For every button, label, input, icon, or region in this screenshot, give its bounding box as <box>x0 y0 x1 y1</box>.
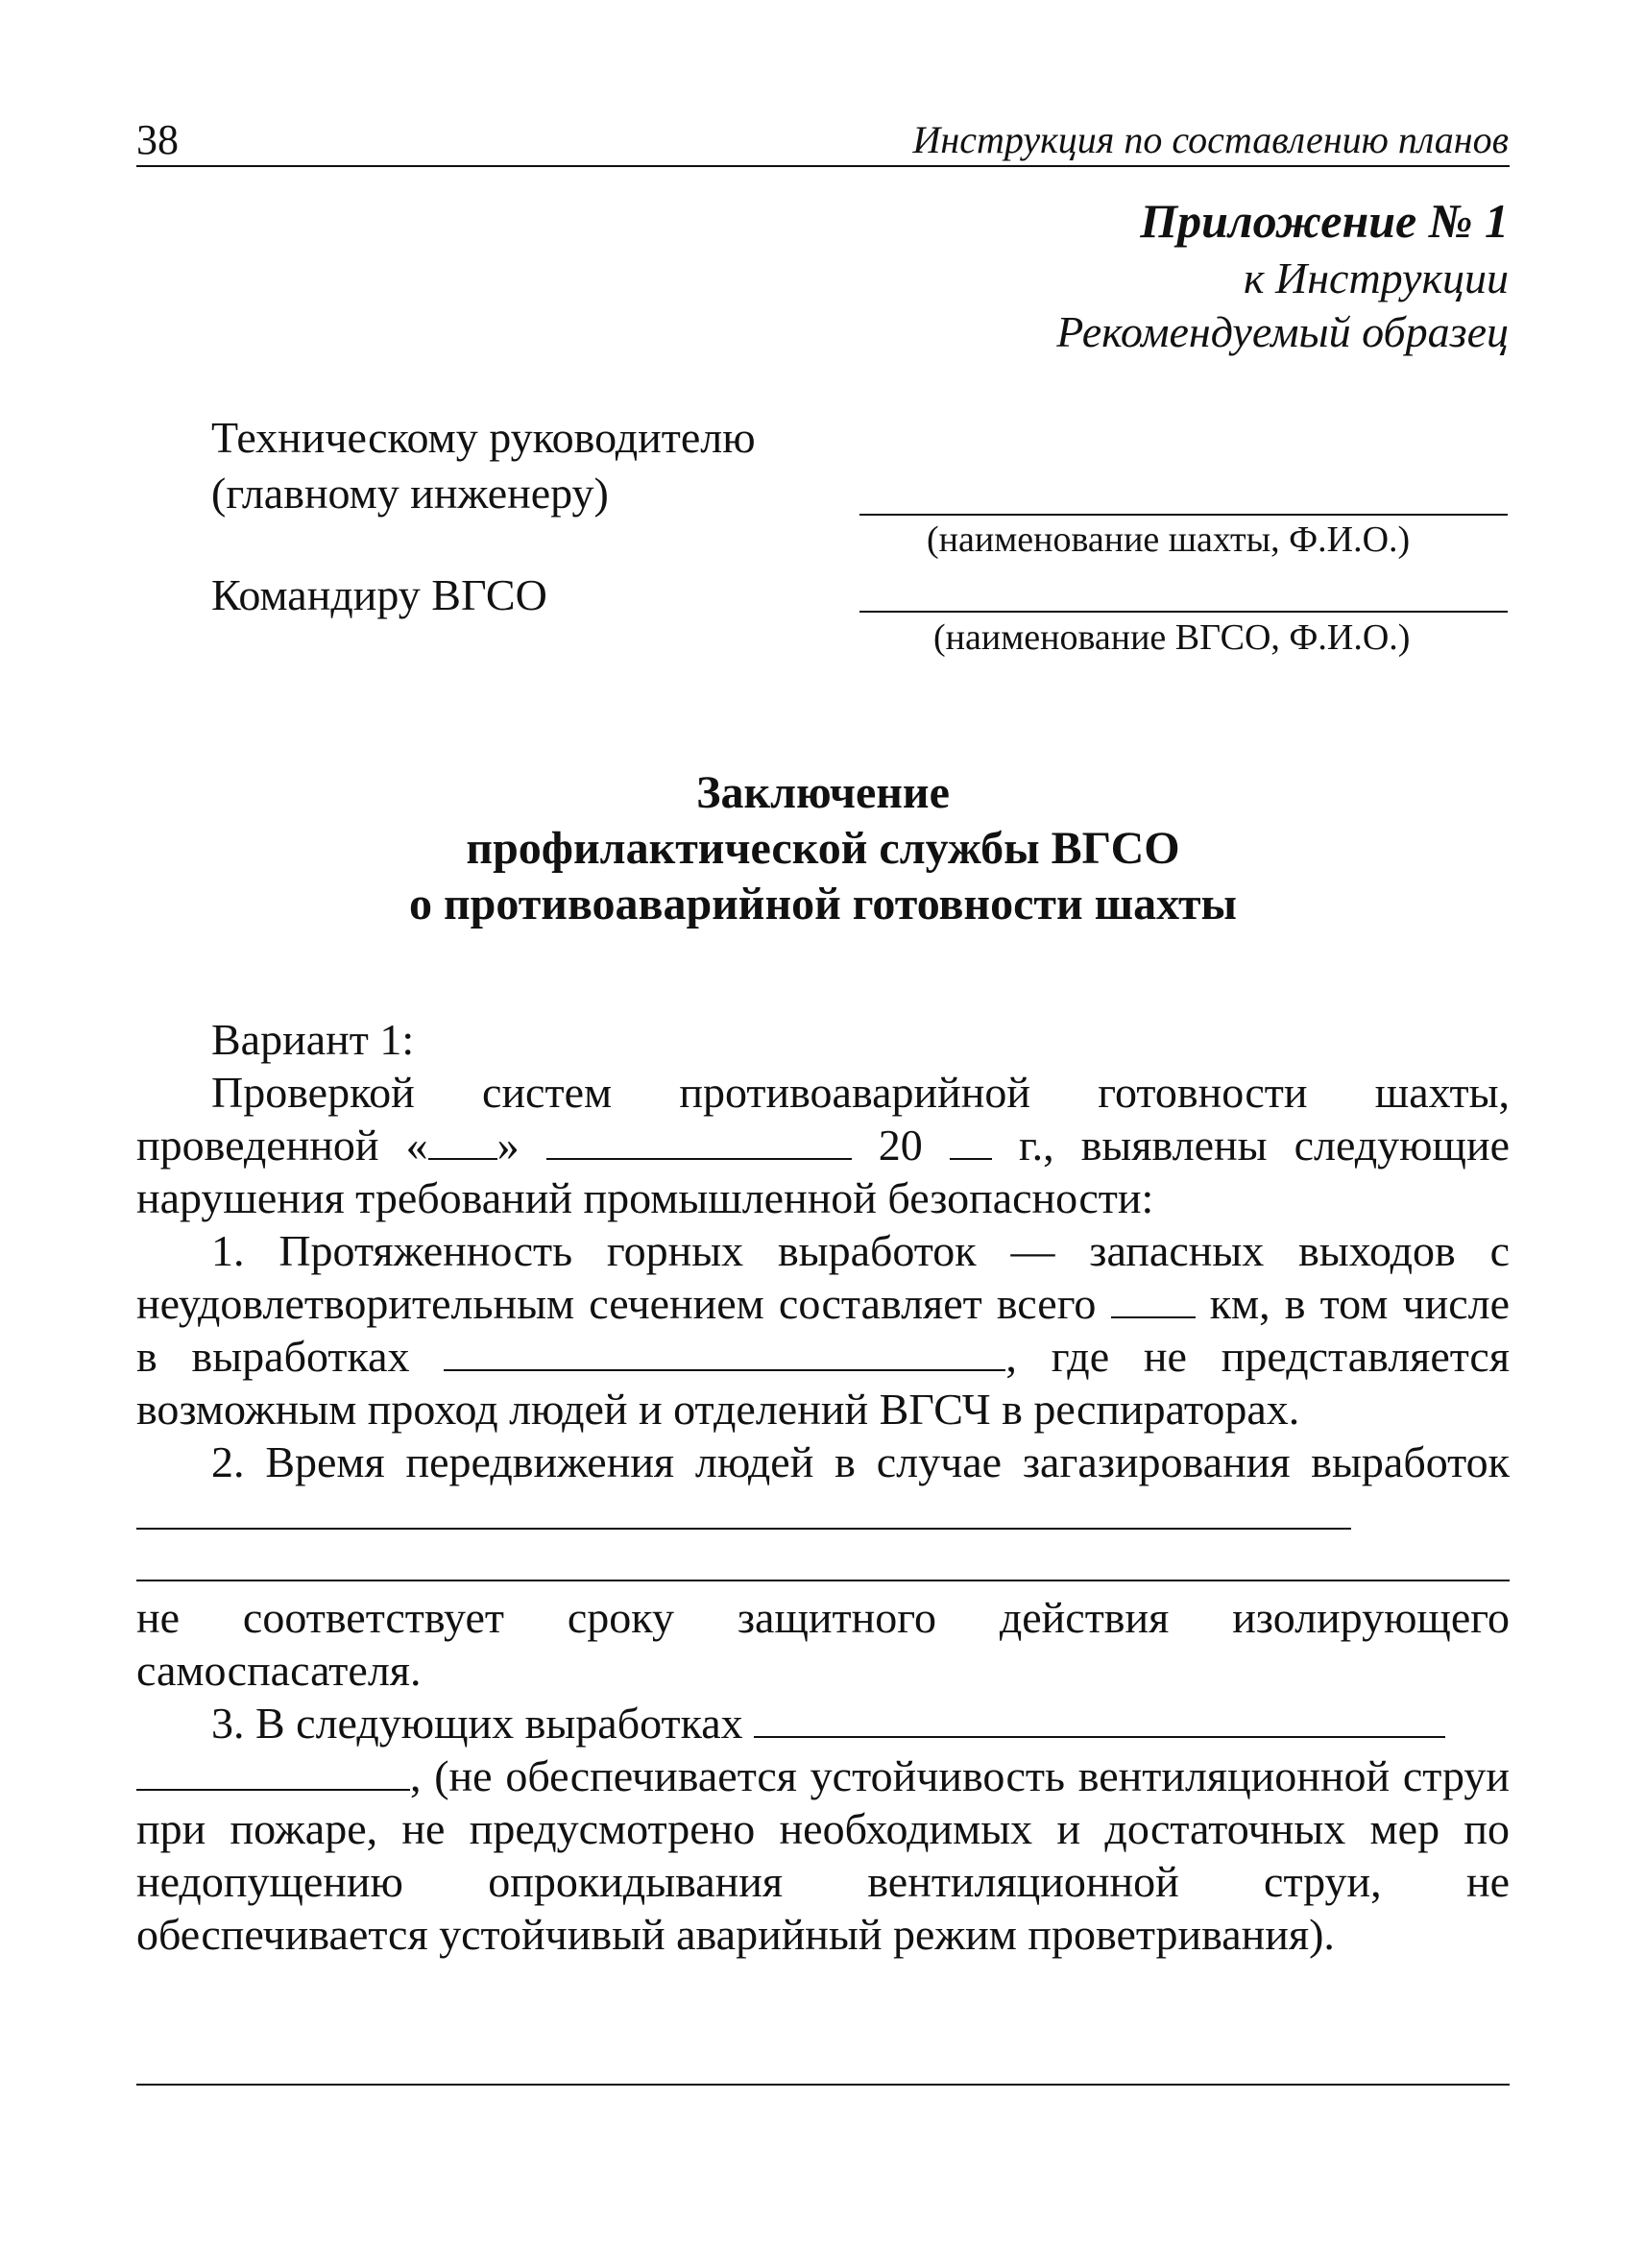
appendix-reference: к Инструкции <box>1243 253 1509 302</box>
document-subtitle-2: о противоаварийной готовности шахты <box>408 879 1237 929</box>
header-rule <box>136 165 1510 167</box>
quote-close: » <box>496 1121 520 1170</box>
item3-text: 3. В следующих выработках <box>211 1699 743 1748</box>
item1-text-end: , где не представляется возможным проход людей и отделений ВГСЧ в респираторах. <box>136 1332 1511 1434</box>
length-blank <box>1111 1280 1196 1318</box>
paragraph-inspection <box>136 1066 1510 1224</box>
item1-text-start: 1. Протяженность горных выработок — запасных выходов с неудовлетворительным сечением составляет всего <box>136 1226 1510 1328</box>
paragraph-self-rescuer: не соответствует сроку защитного действия изолирующего самоспасателя. <box>136 1593 1510 1695</box>
appendix-number: Приложение № 1 <box>1140 194 1509 248</box>
document-title: Заключение <box>696 767 950 818</box>
ventilation-text: , (не обеспечивается устойчивость вентиляционной струи при пожаре, не предусмотрено необходимых и достаточных мер по недопущению опрокидывания вентиляционной струи, не обеспечивается устойчивый аварийный режим проветривания). <box>136 1751 1510 1959</box>
variant-label: Вариант 1: <box>211 1015 415 1064</box>
inspection-text-end: г., выявлены следующие нарушения требований промышленной безопасности: <box>136 1121 1510 1222</box>
year-prefix: 20 <box>878 1121 923 1170</box>
mine-name-fill-line <box>859 514 1508 516</box>
paragraph-ventilation <box>136 1749 1510 1961</box>
vgso-name-caption: (наименование ВГСО, Ф.И.О.) <box>933 617 1411 658</box>
month-blank <box>546 1122 852 1160</box>
item2-text: 2. Время передвижения людей в случае загазирования выработок <box>211 1437 1510 1486</box>
workings-blank <box>444 1333 1005 1371</box>
running-title: Инструкция по составлению планов <box>912 118 1509 161</box>
appendix-sample-label: Рекомендуемый образец <box>1056 307 1509 356</box>
addressee-technical-director: Техническому руководителю <box>211 413 756 462</box>
addressee-vgso-commander: Командиру ВГСО <box>211 570 547 619</box>
document-subtitle-1: профилактической службы ВГСО <box>466 823 1180 874</box>
travel-time-blank <box>136 1491 1351 1530</box>
paragraph-item-1 <box>136 1224 1510 1436</box>
item1-text-mid: км, в том числе в выработках <box>136 1279 1511 1381</box>
day-blank <box>428 1122 497 1160</box>
addressee-chief-engineer: (главному инженеру) <box>211 469 609 518</box>
year-blank <box>950 1122 992 1160</box>
bottom-rule <box>136 2084 1510 2086</box>
travel-time-blank-line-2 <box>136 1580 1510 1581</box>
workings-list-blank-2 <box>136 1752 410 1791</box>
paragraph-item-3 <box>136 1697 1510 1749</box>
mine-name-caption: (наименование шахты, Ф.И.О.) <box>927 519 1411 560</box>
paragraph-item-2 <box>136 1436 1510 1541</box>
vgso-name-fill-line <box>859 611 1508 613</box>
page-number: 38 <box>136 116 179 163</box>
inspection-text-start: Проверкой систем противоаварийной готовности шахты, проведенной « <box>136 1068 1510 1170</box>
document-body <box>136 1013 1510 1961</box>
workings-list-blank <box>754 1700 1445 1738</box>
